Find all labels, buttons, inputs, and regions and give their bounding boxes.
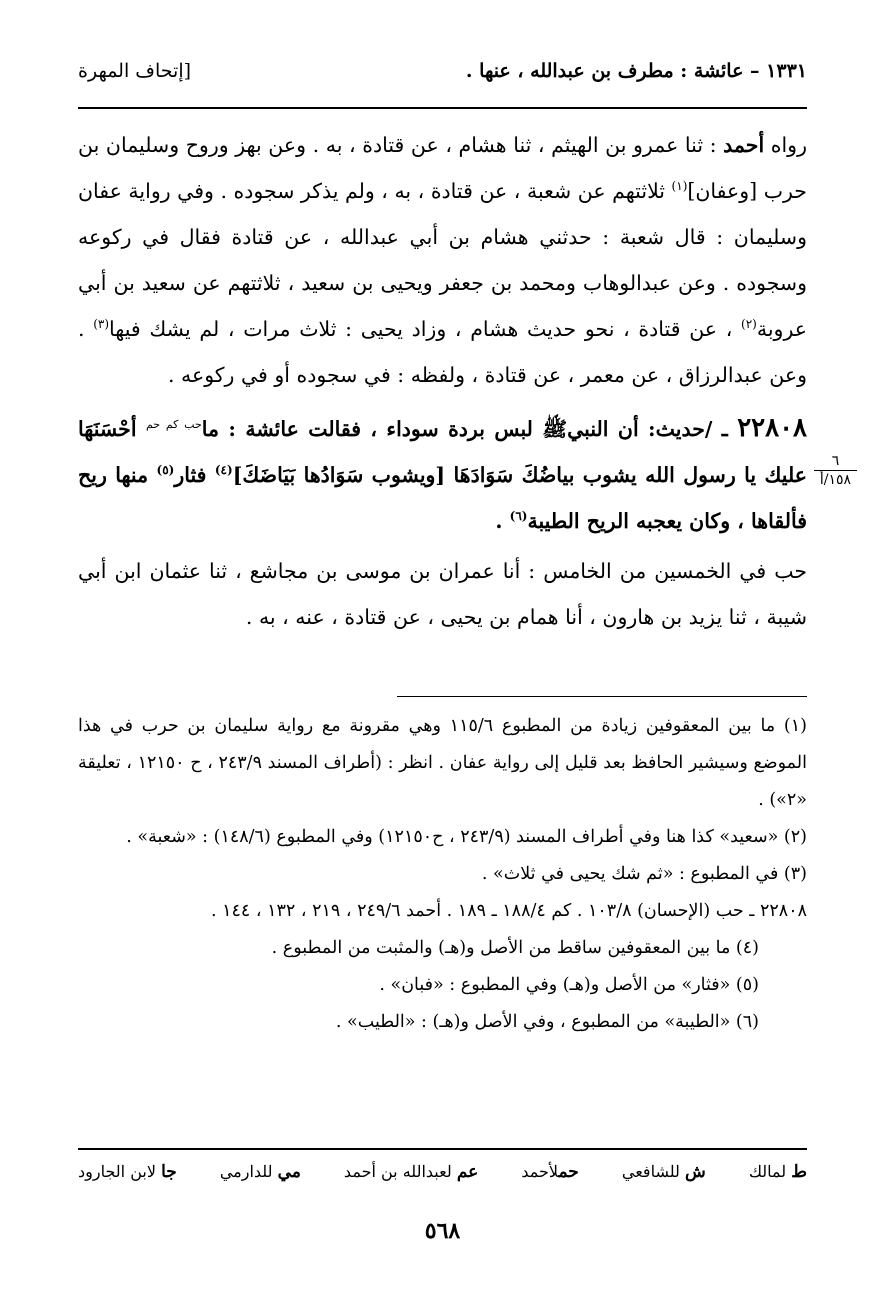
- sigla-key: ط: [791, 1162, 807, 1182]
- footnote-ref: (٢): [741, 317, 757, 332]
- footnote-item: (٦) «الطيبة» من المطبوع ، وفي الأصل و(هـ) : «الطيب» .: [335, 1012, 759, 1032]
- sigla-item: [749, 1162, 807, 1182]
- text-segment: أحْسَنَهَا عليك يا رسول الله يشوب بياضُكَ سَوَادَهَا [ويشوب سَوَادُها بَيَاضَكَ]: [78, 416, 807, 487]
- sigla-item: [622, 1162, 706, 1182]
- running-title: ١٣٣١ – عائشة : مطرف بن عبدالله ، عنها .: [465, 60, 807, 82]
- footnote-ref: (١): [671, 179, 688, 194]
- main-text: [78, 122, 807, 640]
- sigla-text: للدارمي: [219, 1162, 273, 1181]
- margin-folio-bottom: ١٥٨/أ: [819, 472, 852, 488]
- sigla-legend: [78, 1162, 807, 1182]
- salutation-glyph: ﷺ: [542, 416, 568, 441]
- footnotes: [78, 708, 807, 1041]
- sigla-text: للشافعي: [621, 1162, 680, 1181]
- narrator-name: أحمد: [723, 133, 765, 157]
- sigla-item: [521, 1162, 578, 1182]
- sigla-key: جا: [161, 1162, 177, 1182]
- sigla-item: [344, 1162, 478, 1182]
- footnote-item: (١) ما بين المعقوفين زيادة من المطبوع ١١٥/٦ وهي مقرونة مع رواية سليمان بن حرب في هذا الموضع وسيشير الحافظ بعد قليل إلى رواية عفان . انظر : (أطراف المسند ٢٤٣/٩ ، ح ١٢١٥٠ ، تعليقة «٢») .: [78, 716, 807, 810]
- sigla-key: عم: [456, 1162, 479, 1182]
- page-number: ٥٦٨: [424, 1218, 461, 1244]
- sigla-text: لمالك: [748, 1162, 787, 1181]
- text-segment: رواه: [764, 133, 807, 157]
- margin-folio-note: [808, 452, 863, 489]
- sigla-text: لابن الجارود: [78, 1162, 156, 1181]
- source-symbols: حب كم حم: [145, 418, 202, 431]
- text-segment: . وعن عبدالرزاق ، عن معمر ، عن قتادة ، ولفظه : في سجوده أو في ركوعه .: [78, 317, 807, 387]
- footnote-ref: (٣): [93, 317, 110, 332]
- sigla-key: ش: [684, 1162, 706, 1182]
- footnote-ref: (٦): [509, 509, 528, 523]
- header-rule: [78, 107, 807, 109]
- sigla-text: لأحمد: [521, 1162, 559, 1181]
- book-title: [إتحاف المهرة: [78, 60, 192, 82]
- footnote-ref: (٥): [156, 463, 175, 477]
- margin-folio-top: ٦: [831, 453, 840, 469]
- text-segment: ، عن قتادة ، نحو حديث هشام ، وزاد يحيى : ثلاث مرات ، لم يشك فيها: [109, 317, 742, 341]
- chain-paragraph: حب في الخمسين من الخامس : أنا عمران بن موسى بن مجاشع ، ثنا عثمان ابن أبي شيبة ، ثنا يزيد بن هارون ، أنا همام بن يحيى ، عن قتادة ، عنه ، به .: [78, 558, 807, 629]
- footnote-item: (٥) «فثار» من الأصل و(هـ) وفي المطبوع : «فبان» .: [379, 975, 759, 995]
- hadith-number: ٢٢٨٠٨: [737, 412, 808, 443]
- sigla-key: مي: [277, 1162, 301, 1182]
- sigla-item: [220, 1162, 301, 1182]
- sigla-item: [78, 1162, 177, 1182]
- text-segment: ـ /حديث: أن النبي: [567, 416, 738, 441]
- text-segment: ثلاثتهم عن شعبة ، عن قتادة ، به ، ولم يذكر سجوده . وفي رواية عفان وسليمان : قال شعبة : حدثني هشام بن أبي عبدالله ، عن قتادة فقال في ركوعه وسجوده . وعن عبدالوهاب ومحمد بن جعفر ويحيى بن سعيد ، ثلاثتهم عن سعيد بن أبي عروبة: [78, 179, 807, 341]
- text-segment: فثار: [174, 462, 215, 487]
- sigla-text: لعبدالله بن أحمد: [343, 1162, 452, 1181]
- text-segment: منها ريح فألقاها ، وكان يعجبه الريح الطيبة: [78, 462, 807, 533]
- footnote-ref: (٤): [214, 463, 233, 477]
- text-segment: : ثنا عمرو بن الهيثم ، ثنا هشام ، عن قتادة ، به . وعن بهز وروح وسليمان بن حرب [وعفان]: [78, 133, 807, 203]
- footnote-item: ٢٢٨٠٨ ـ حب (الإحسان) ١٠٣/٨ . كم ١٨٨/٤ ـ ١٨٩ . أحمد ٢٤٩/٦ ، ٢١٩ ، ١٣٢ ، ١٤٤ .: [210, 901, 807, 921]
- sigla-rule: [78, 1148, 807, 1150]
- text-segment: .: [495, 508, 510, 533]
- page-header: [78, 60, 807, 100]
- footnote-rule: [397, 696, 807, 697]
- narration-paragraph: [78, 122, 807, 398]
- text-segment: لبس بردة سوداء ، فقالت عائشة : ما: [201, 416, 543, 441]
- hadith-entry: [78, 402, 807, 544]
- footnote-item: (٢) «سعيد» كذا هنا وفي أطراف المسند (٢٤٣/٩ ، ح١٢١٥٠) وفي المطبوع (١٤٨/٦) : «شعبة» .: [126, 827, 807, 847]
- footnote-item: (٣) في المطبوع : «ثم شك يحيى في ثلاث» .: [481, 864, 807, 884]
- footnote-item: (٤) ما بين المعقوفين ساقط من الأصل و(هـ) والمثبت من المطبوع .: [271, 938, 759, 958]
- sigla-key: حم: [558, 1162, 579, 1182]
